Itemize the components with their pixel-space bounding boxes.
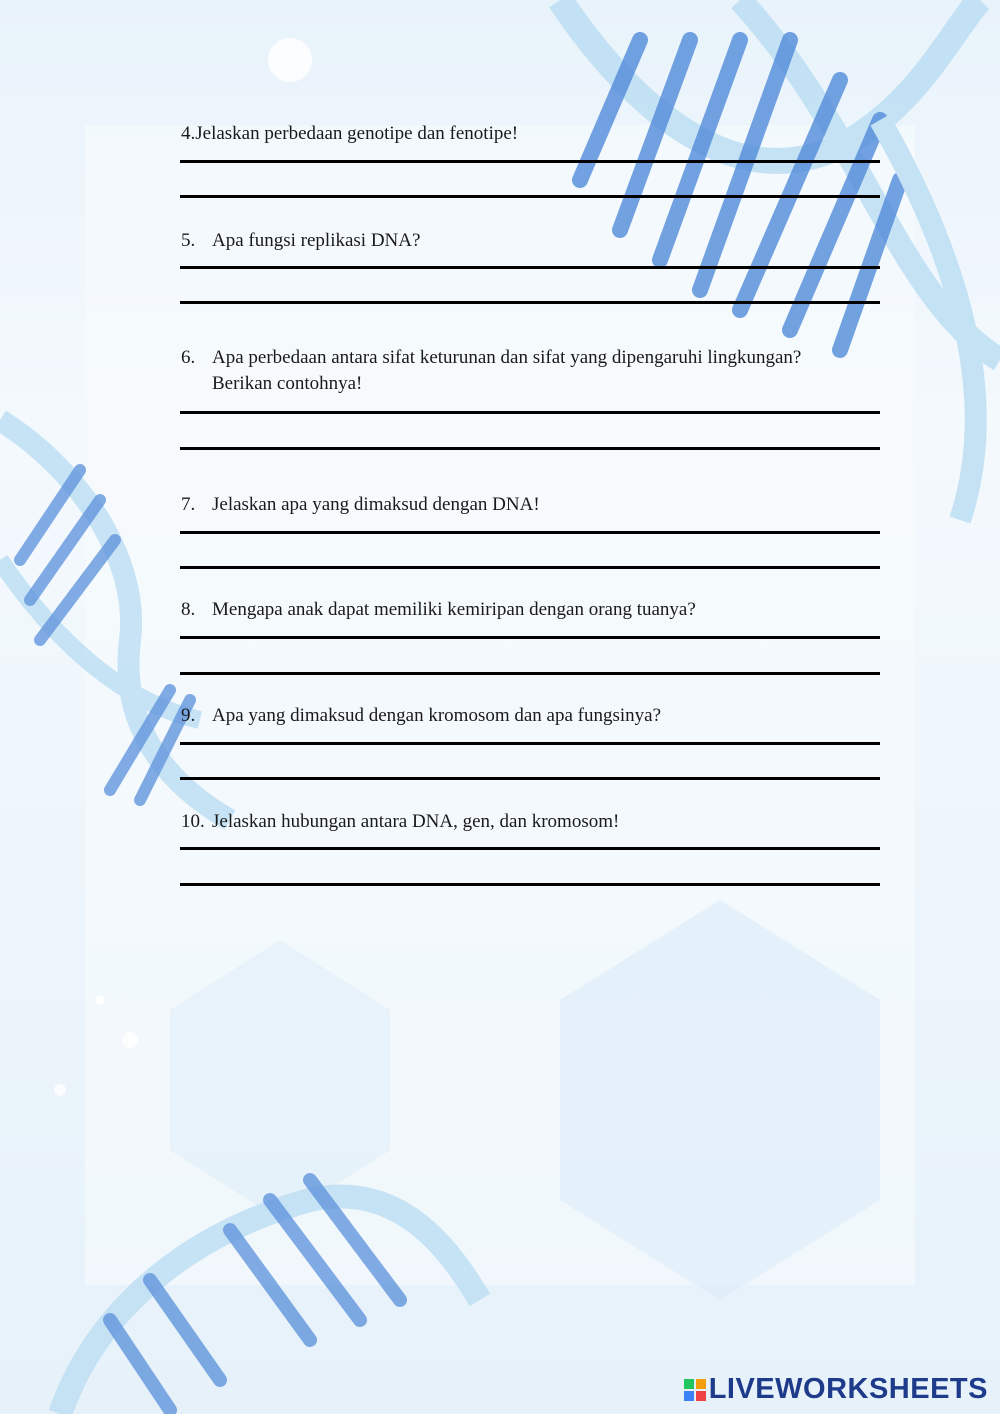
answer-line-9a[interactable]	[180, 742, 880, 745]
question-4	[181, 121, 881, 147]
question-7	[181, 492, 881, 518]
answer-line-9b[interactable]	[180, 777, 880, 780]
question-number: 6.	[181, 347, 196, 368]
question-6	[181, 345, 881, 397]
question-text: Mengapa anak dapat memiliki kemiripan dengan orang tuanya?	[212, 599, 696, 620]
question-8	[181, 597, 881, 623]
question-text: Jelaskan hubungan antara DNA, gen, dan kromosom!	[212, 811, 620, 832]
answer-line-10b[interactable]	[180, 883, 880, 886]
question-number: 5.	[181, 230, 196, 251]
answer-line-5b[interactable]	[180, 301, 880, 304]
question-text: Apa perbedaan antara sifat keturunan dan sifat yang dipengaruhi lingkungan?	[212, 347, 802, 368]
question-5	[181, 228, 881, 254]
answer-line-7a[interactable]	[180, 531, 880, 534]
question-number: 8.	[181, 599, 196, 620]
question-text: Jelaskan perbedaan genotipe dan fenotipe!	[195, 123, 519, 144]
question-text: Jelaskan apa yang dimaksud dengan DNA!	[212, 494, 540, 515]
answer-line-8a[interactable]	[180, 636, 880, 639]
question-text-continued: Berikan contohnya!	[212, 373, 363, 394]
question-text: Apa yang dimaksud dengan kromosom dan apa fungsinya?	[212, 705, 662, 726]
liveworksheets-logo-icon	[684, 1379, 706, 1401]
question-text: Apa fungsi replikasi DNA?	[212, 230, 421, 251]
answer-line-7b[interactable]	[180, 566, 880, 569]
question-10	[181, 809, 881, 835]
answer-line-8b[interactable]	[180, 672, 880, 675]
answer-line-4b[interactable]	[180, 195, 880, 198]
question-number: 4.	[181, 123, 196, 144]
question-number: 7.	[181, 494, 196, 515]
answer-line-6a[interactable]	[180, 411, 880, 414]
liveworksheets-brand	[684, 1373, 988, 1406]
answer-line-6b[interactable]	[180, 447, 880, 450]
answer-line-5a[interactable]	[180, 266, 880, 269]
answer-line-10a[interactable]	[180, 847, 880, 850]
answer-line-4a[interactable]	[180, 160, 880, 163]
question-number: 10.	[181, 811, 205, 832]
brand-name: LIVEWORKSHEETS	[708, 1373, 988, 1405]
question-9	[181, 703, 881, 729]
question-number: 9.	[181, 705, 196, 726]
